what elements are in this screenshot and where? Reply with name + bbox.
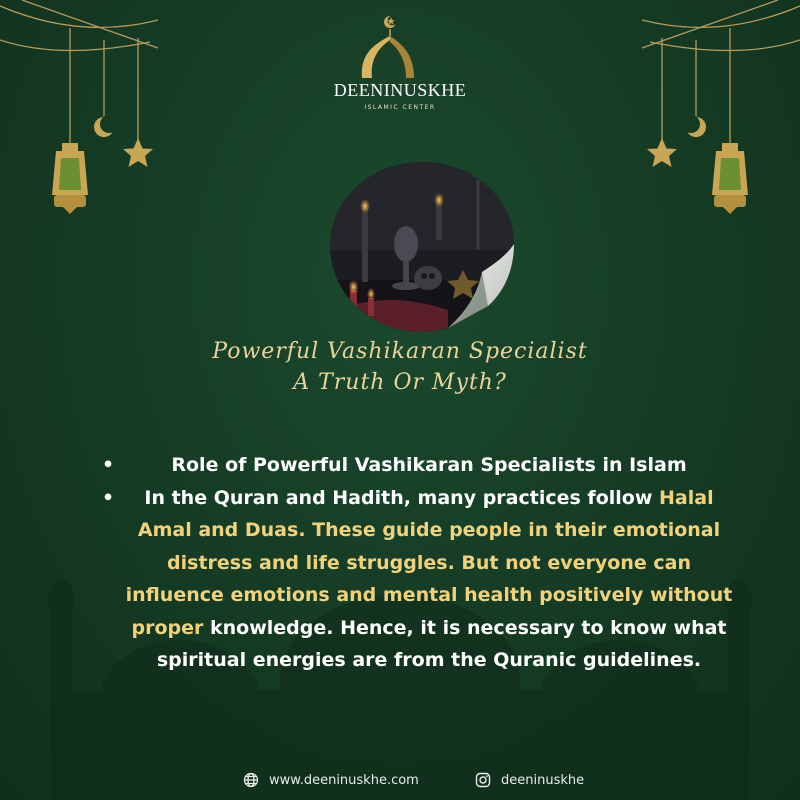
- bullet-text-1: Role of Powerful Vashikaran Specialists in Islam: [171, 454, 687, 476]
- brand-logo: [290, 12, 510, 122]
- logo-subtitle: ISLAMIC CENTER: [364, 104, 436, 111]
- list-item: • In the Quran and Hadith, many practices follow Halal Amal and Duas. These guide people in their emotional distress and life struggles. But not everyone can influence emotions and mental health positively without proper knowledge. Hence, it is necessary to know what spiritual energies are from the Quranic guidelines.: [102, 486, 733, 671]
- dome-icon: [290, 12, 510, 82]
- bullet-text-2-start: In the Quran and Hadith, many practices follow: [144, 486, 653, 509]
- lantern-icon: [712, 143, 748, 214]
- logo-name: DEENINUSKHE: [333, 80, 467, 100]
- bullet-text-2-end: knowledge. Hence, it is necessary to know what spiritual energies are from the Quranic guidelines.: [156, 616, 727, 671]
- star-icon: [123, 138, 153, 167]
- crescent-icon: [94, 115, 118, 137]
- globe-icon: [243, 772, 259, 788]
- lantern-icon: [52, 143, 88, 214]
- list-item: • Role of Powerful Vashikaran Specialists in Islam: [102, 454, 687, 476]
- bullet-text-2-highlight: Halal Amal and Duas. These guide people in their emotional distress and life struggles. But not everyone can influence emotions and mental health positively without proper: [125, 486, 733, 639]
- headline-line-1: Powerful Vashikaran Specialist: [212, 339, 588, 364]
- instagram-text[interactable]: deeninuskhe: [501, 772, 585, 788]
- candles-photo: [328, 160, 520, 332]
- hanging-decor-right: [630, 0, 800, 230]
- crescent-icon: [682, 115, 706, 137]
- website-link[interactable]: [243, 770, 419, 790]
- instagram-icon: [475, 772, 491, 788]
- headline: [150, 336, 650, 398]
- instagram-link[interactable]: [475, 770, 584, 790]
- bullet-list: [102, 449, 742, 677]
- hanging-decor-left: [0, 0, 170, 230]
- crescent-star-icon: [384, 16, 398, 29]
- star-icon: [647, 138, 677, 167]
- website-text[interactable]: www.deeninuskhe.com: [269, 772, 419, 788]
- headline-line-2: A Truth Or Myth?: [293, 370, 507, 395]
